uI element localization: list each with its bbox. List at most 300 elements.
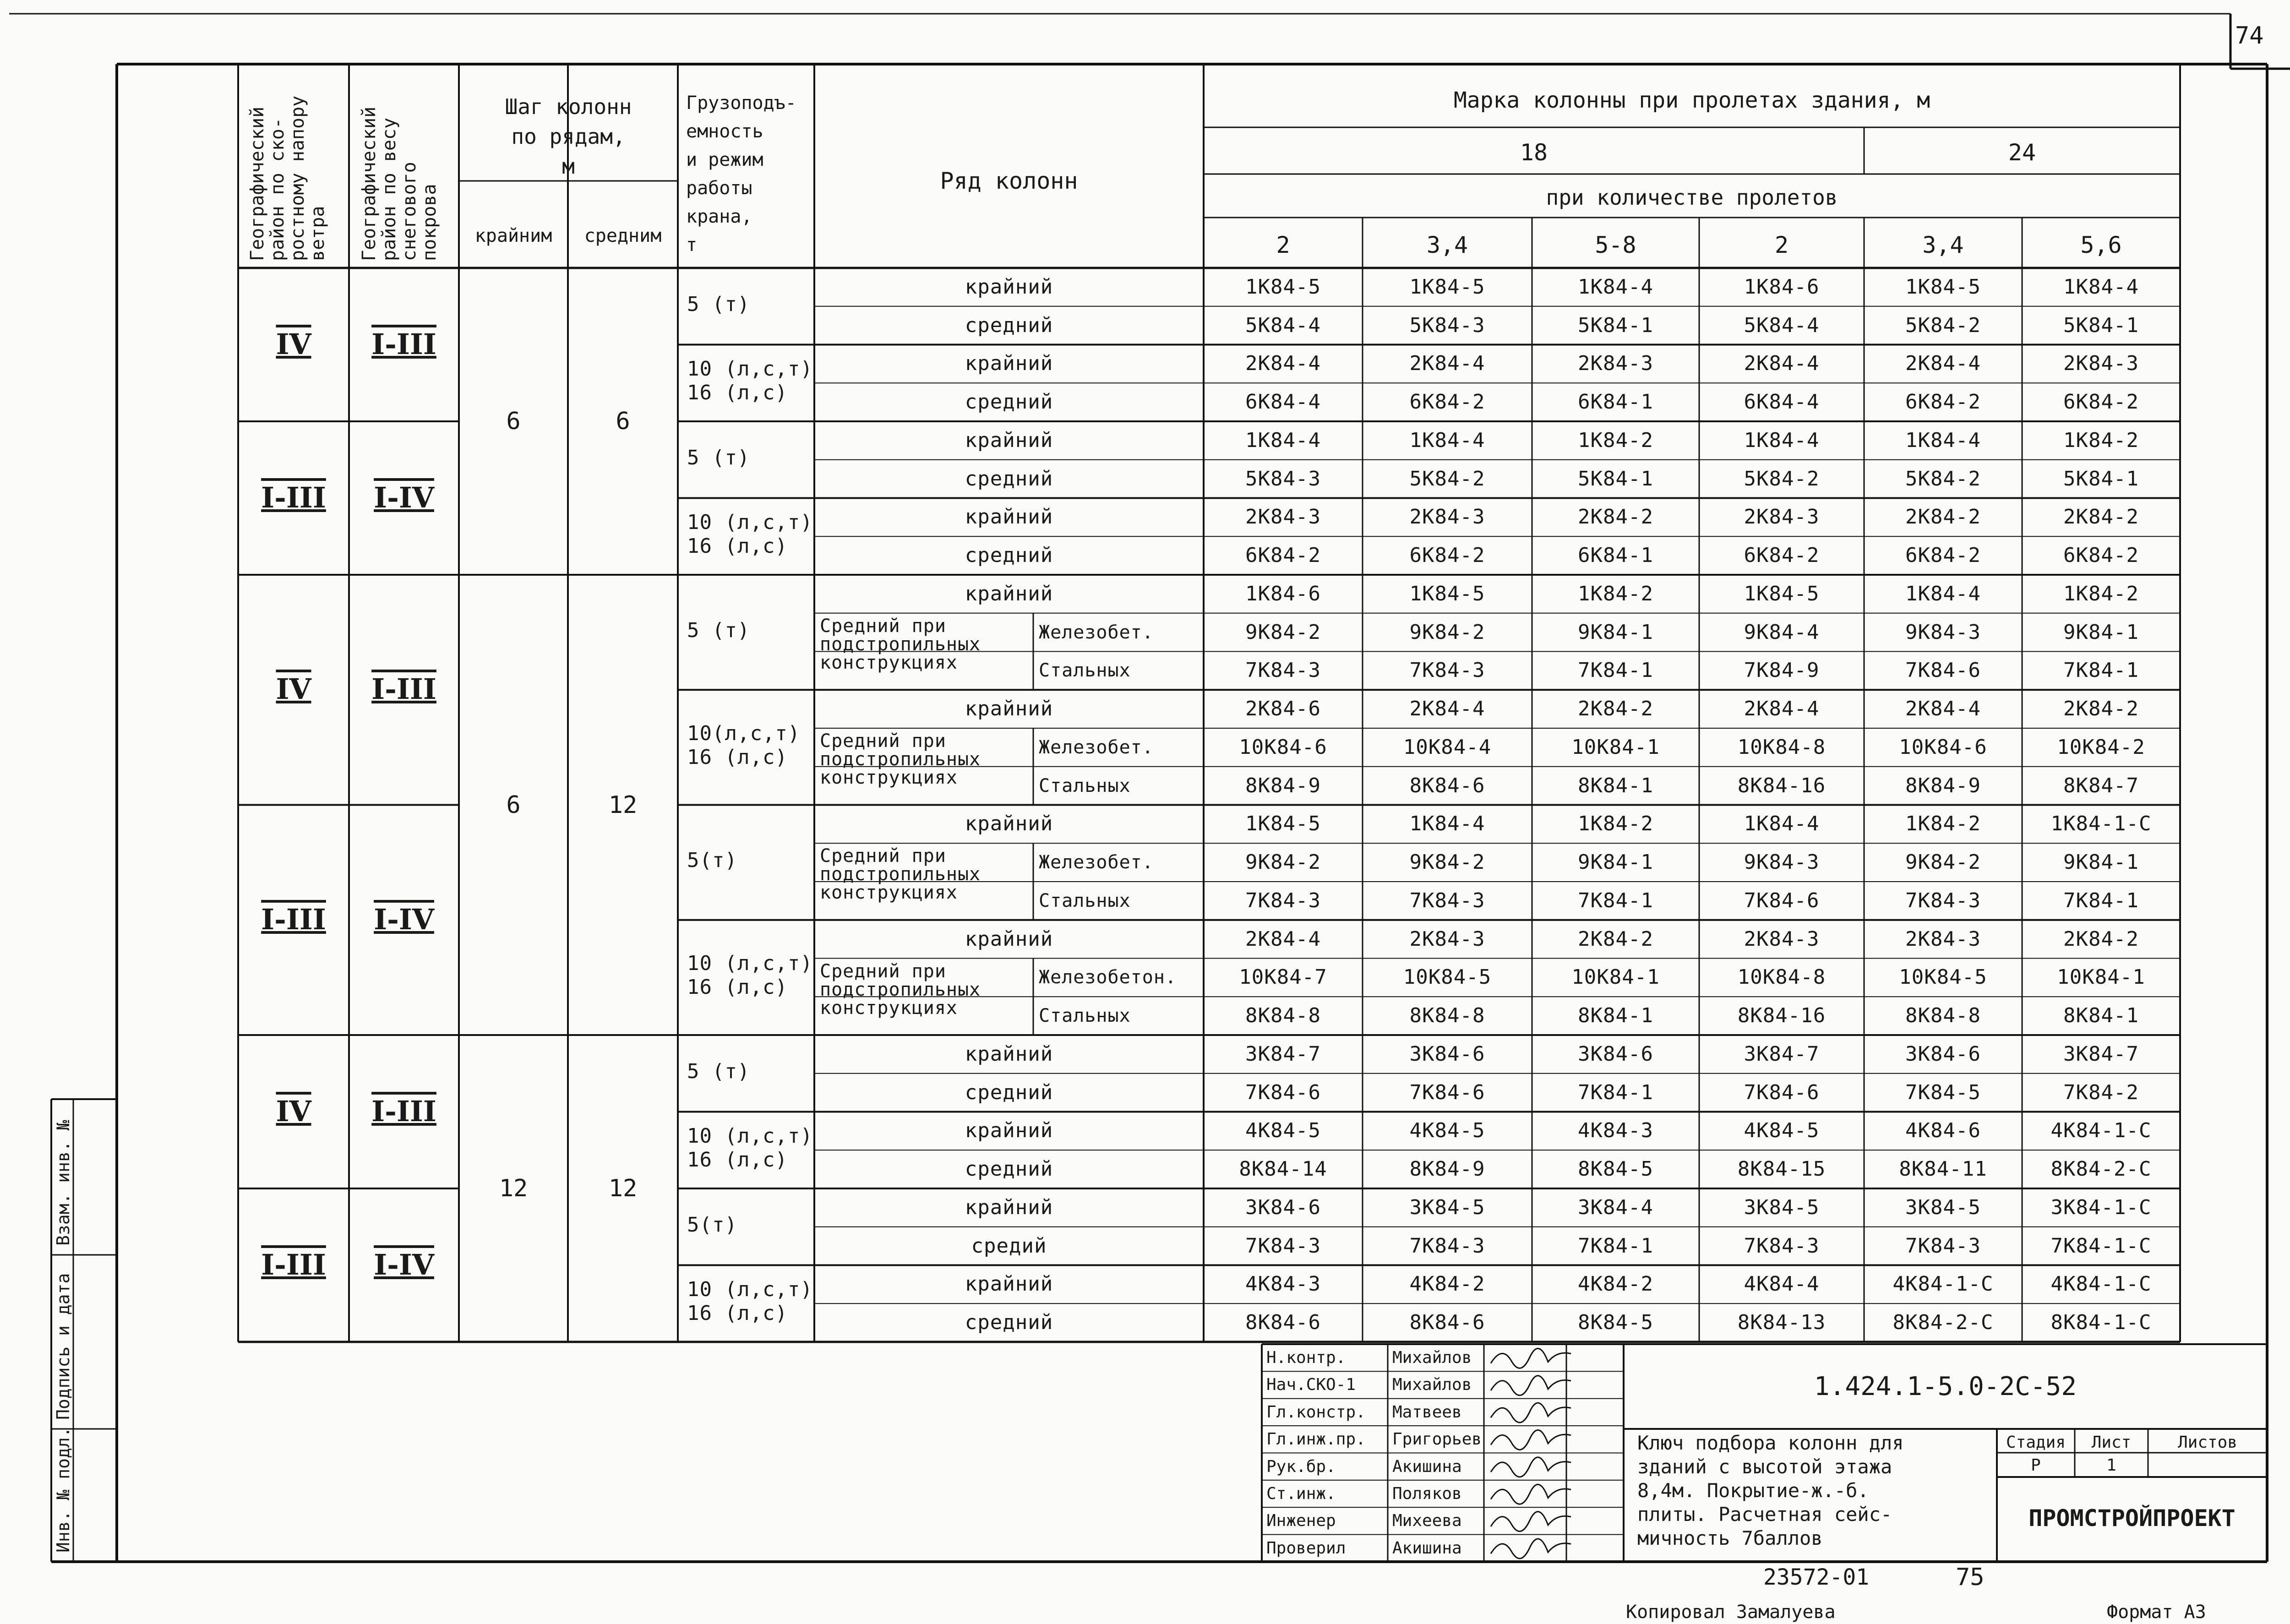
column-mark: 2К84-3 bbox=[1744, 505, 1820, 529]
crane-capacity: 10(л,с,т) bbox=[687, 721, 801, 745]
column-mark: 4К84-3 bbox=[1245, 1272, 1321, 1296]
column-mark: 3К84-5 bbox=[1905, 1195, 1981, 1219]
column-mark: 8К84-6 bbox=[1409, 1311, 1485, 1335]
column-mark: 6К84-4 bbox=[1245, 390, 1321, 414]
column-mark: 3К84-6 bbox=[1905, 1042, 1981, 1066]
column-mark: 6К84-2 bbox=[1245, 544, 1321, 567]
crane-capacity: 5 (т) bbox=[687, 618, 750, 642]
column-mark: 10К84-5 bbox=[1403, 965, 1492, 989]
column-mark: 8К84-1 bbox=[1578, 1004, 1653, 1028]
side-stamp-inv-repl: Взам. инв. № bbox=[53, 1120, 73, 1246]
column-mark: 2К84-3 bbox=[1578, 352, 1653, 376]
column-mark: 1К84-4 bbox=[2063, 275, 2139, 299]
column-mark: 7К84-1 bbox=[1578, 888, 1653, 912]
column-mark: 1К84-1-С bbox=[2050, 812, 2152, 836]
crane-capacity: 10 (л,с,т) bbox=[687, 357, 813, 381]
stamp-name: Михайлов bbox=[1392, 1348, 1472, 1367]
signature bbox=[1491, 1403, 1571, 1422]
column-mark: 2К84-4 bbox=[1744, 352, 1820, 376]
column-mark: 1К84-4 bbox=[1409, 812, 1485, 836]
header-step-line: по рядам, bbox=[511, 124, 626, 149]
row-label: средний bbox=[965, 1311, 1053, 1335]
snow-region: I-IV bbox=[374, 902, 434, 936]
document-title: мичность 7баллов bbox=[1637, 1527, 1823, 1549]
column-mark: 7К84-6 bbox=[1744, 1080, 1820, 1104]
column-mark: 7К84-3 bbox=[1409, 1234, 1485, 1258]
stamp-name: Матвеев bbox=[1392, 1402, 1462, 1422]
document-code: 1.424.1-5.0-2С-52 bbox=[1814, 1372, 2077, 1401]
stamp-role: Ст.инж. bbox=[1266, 1484, 1336, 1503]
row-label: крайний bbox=[965, 505, 1053, 529]
column-mark: 7К84-6 bbox=[1744, 888, 1820, 912]
column-mark: 3К84-4 bbox=[1578, 1195, 1653, 1219]
column-mark: 9К84-1 bbox=[2063, 850, 2139, 874]
row-label: средний bbox=[965, 544, 1053, 567]
stamp-name: Акишина bbox=[1392, 1538, 1462, 1558]
column-mark: 7К84-3 bbox=[1245, 888, 1321, 912]
column-mark: 3К84-7 bbox=[2063, 1042, 2139, 1066]
step-edge-value: 12 bbox=[499, 1175, 528, 1202]
row-sub-label: Стальных bbox=[1039, 1005, 1131, 1027]
stamp-role: Проверил bbox=[1266, 1538, 1346, 1558]
step-mid-value: 6 bbox=[616, 408, 630, 435]
column-mark: 6К84-1 bbox=[1578, 544, 1653, 567]
crane-capacity: 5 (т) bbox=[687, 1059, 750, 1083]
column-mark: 6К84-2 bbox=[1409, 544, 1485, 567]
stamp-name: Поляков bbox=[1392, 1484, 1462, 1503]
signature bbox=[1491, 1484, 1571, 1504]
column-mark: 3К84-6 bbox=[1245, 1195, 1321, 1219]
step-edge-value: 6 bbox=[506, 408, 521, 435]
column-mark: 7К84-1 bbox=[1578, 659, 1653, 682]
row-label: средний bbox=[965, 1080, 1053, 1104]
header-span-24: 24 bbox=[2008, 139, 2036, 166]
column-mark: 3К84-6 bbox=[1409, 1042, 1485, 1066]
header-col-count: 2 bbox=[1774, 232, 1789, 258]
header-col-count: 3,4 bbox=[1426, 232, 1468, 258]
column-mark: 7К84-6 bbox=[1245, 1080, 1321, 1104]
row-sub-label: Стальных bbox=[1039, 775, 1131, 796]
column-mark: 5К84-1 bbox=[2063, 467, 2139, 490]
column-mark: 4К84-3 bbox=[1578, 1119, 1653, 1143]
crane-capacity: 10 (л,с,т) bbox=[687, 511, 813, 534]
signature bbox=[1491, 1376, 1571, 1395]
snow-region: I-III bbox=[371, 327, 436, 361]
column-mark: 2К84-4 bbox=[1905, 352, 1981, 376]
column-mark: 6К84-2 bbox=[1409, 390, 1485, 414]
stamp-name: Михайлов bbox=[1392, 1375, 1472, 1395]
side-stamp-inv-orig: Инв. № подл. bbox=[53, 1427, 73, 1553]
column-mark: 5К84-1 bbox=[1578, 467, 1653, 490]
column-mark: 8К84-8 bbox=[1245, 1004, 1321, 1028]
column-mark: 5К84-2 bbox=[1409, 467, 1485, 490]
column-mark: 1К84-2 bbox=[1578, 428, 1653, 452]
row-label-mid-under: подстропильных bbox=[820, 864, 981, 885]
row-label-mid-under: Средний при bbox=[820, 730, 946, 752]
column-mark: 8К84-16 bbox=[1737, 1004, 1826, 1028]
row-label: крайний bbox=[965, 1119, 1053, 1143]
header-step-edge: крайним bbox=[474, 225, 552, 246]
paper-format: Формат А3 bbox=[2107, 1602, 2206, 1623]
column-mark: 1К84-4 bbox=[1578, 275, 1653, 299]
sheets-label: Листов bbox=[2177, 1433, 2238, 1452]
column-mark: 4К84-1-С bbox=[2050, 1272, 2152, 1296]
stamp-name: Акишина bbox=[1392, 1457, 1462, 1476]
column-mark: 5К84-4 bbox=[1744, 313, 1820, 337]
signature bbox=[1491, 1512, 1571, 1531]
column-mark: 8К84-2-С bbox=[1892, 1311, 1994, 1335]
row-label-mid-under: Средний при bbox=[820, 845, 946, 867]
column-mark: 9К84-2 bbox=[1245, 620, 1321, 644]
organization: ПРОМСТРОЙПРОЕКТ bbox=[2028, 1505, 2235, 1531]
crane-capacity: 16 (л,с) bbox=[687, 534, 788, 558]
document-title: зданий с высотой этажа bbox=[1637, 1455, 1892, 1478]
stage-value: Р bbox=[2031, 1456, 2041, 1475]
column-mark: 10К84-8 bbox=[1737, 735, 1826, 759]
crane-capacity: 5(т) bbox=[687, 1213, 737, 1237]
column-mark: 8К84-2-С bbox=[2050, 1157, 2152, 1181]
stamp-role: Рук.бр. bbox=[1266, 1457, 1336, 1476]
column-mark: 1К84-6 bbox=[1744, 275, 1820, 299]
column-mark: 8К84-13 bbox=[1737, 1311, 1826, 1335]
column-mark: 2К84-2 bbox=[1578, 927, 1653, 951]
crane-capacity: 16 (л,с) bbox=[687, 975, 788, 999]
stamp-role: Инженер bbox=[1266, 1511, 1336, 1531]
column-mark: 8К84-6 bbox=[1245, 1311, 1321, 1335]
row-sub-label: Стальных bbox=[1039, 890, 1131, 911]
row-label-mid-under: конструкциях bbox=[820, 767, 958, 788]
row-sub-label: Железобет. bbox=[1039, 736, 1154, 758]
column-mark: 10К84-7 bbox=[1239, 965, 1327, 989]
document-title: Ключ подбора колонн для bbox=[1637, 1432, 1904, 1454]
column-mark: 7К84-6 bbox=[1905, 659, 1981, 682]
header-row: Ряд колонн bbox=[940, 168, 1078, 194]
column-mark: 1К84-2 bbox=[2063, 428, 2139, 452]
crane-capacity: 5 (т) bbox=[687, 292, 750, 316]
column-mark: 2К84-4 bbox=[1905, 697, 1981, 721]
column-mark: 8К84-9 bbox=[1409, 1157, 1485, 1181]
header-mark: Марка колонны при пролетах здания, м bbox=[1453, 87, 1930, 113]
column-mark: 7К84-3 bbox=[1409, 888, 1485, 912]
column-mark: 2К84-2 bbox=[1578, 505, 1653, 529]
step-mid-value: 12 bbox=[608, 791, 638, 819]
snow-region: I-IV bbox=[374, 480, 434, 514]
signature bbox=[1491, 1348, 1571, 1368]
header-col-count: 3,4 bbox=[1922, 232, 1964, 258]
header-crane-line: т bbox=[686, 234, 698, 256]
column-mark: 1К84-2 bbox=[1905, 812, 1981, 836]
crane-capacity: 10 (л,с,т) bbox=[687, 1278, 813, 1302]
header-crane-line: крана, bbox=[686, 206, 752, 227]
row-label: крайний bbox=[965, 927, 1053, 951]
column-mark: 2К84-4 bbox=[1245, 352, 1321, 376]
column-mark: 2К84-4 bbox=[1409, 697, 1485, 721]
header-geo-snow: Географический район по весу снегового покрова bbox=[359, 106, 440, 261]
row-sub-label: Железобет. bbox=[1039, 621, 1154, 643]
column-mark: 8К84-9 bbox=[1245, 774, 1321, 797]
column-mark: 10К84-1 bbox=[1571, 965, 1660, 989]
row-label: средний bbox=[965, 467, 1053, 490]
stamp-name: Григорьев bbox=[1392, 1430, 1482, 1449]
column-mark: 1К84-4 bbox=[1744, 428, 1820, 452]
stamp-role: Нач.СКО-1 bbox=[1266, 1375, 1356, 1395]
snow-region: I-III bbox=[371, 672, 436, 706]
column-mark: 2К84-4 bbox=[1409, 352, 1485, 376]
column-mark: 9К84-2 bbox=[1245, 850, 1321, 874]
column-mark: 1К84-5 bbox=[1409, 275, 1485, 299]
stage-label: Стадия bbox=[2006, 1433, 2066, 1452]
stamp-role: Гл.инж.пр. bbox=[1266, 1430, 1366, 1449]
column-mark: 1К84-5 bbox=[1905, 275, 1981, 299]
column-mark: 1К84-5 bbox=[1245, 812, 1321, 836]
column-mark: 7К84-9 bbox=[1744, 659, 1820, 682]
column-mark: 9К84-1 bbox=[2063, 620, 2139, 644]
column-mark: 4К84-6 bbox=[1905, 1119, 1981, 1143]
row-label: средний bbox=[965, 313, 1053, 337]
copied-by: Копировал Замалуева bbox=[1626, 1602, 1836, 1623]
column-mark: 2К84-2 bbox=[2063, 505, 2139, 529]
column-mark: 8К84-15 bbox=[1737, 1157, 1826, 1181]
header-step-line: Шаг колонн bbox=[505, 94, 632, 119]
row-label: средний bbox=[965, 390, 1053, 414]
column-mark: 7К84-1 bbox=[1578, 1080, 1653, 1104]
column-mark: 10К84-5 bbox=[1899, 965, 1987, 989]
crane-capacity: 10 (л,с,т) bbox=[687, 1124, 813, 1148]
column-mark: 2К84-6 bbox=[1245, 697, 1321, 721]
wind-region: IV bbox=[276, 327, 311, 361]
column-mark: 7К84-5 bbox=[1905, 1080, 1981, 1104]
sheet-value: 1 bbox=[2106, 1456, 2116, 1475]
column-mark: 8К84-5 bbox=[1578, 1311, 1653, 1335]
signature bbox=[1491, 1430, 1571, 1450]
column-mark: 5К84-1 bbox=[1578, 313, 1653, 337]
column-mark: 1К84-4 bbox=[1245, 428, 1321, 452]
column-mark: 4К84-1-С bbox=[2050, 1119, 2152, 1143]
column-mark: 7К84-3 bbox=[1245, 659, 1321, 682]
column-mark: 8К84-9 bbox=[1905, 774, 1981, 797]
row-label: крайний bbox=[965, 275, 1053, 299]
signature bbox=[1491, 1457, 1571, 1477]
column-mark: 1К84-5 bbox=[1409, 582, 1485, 605]
row-label-mid-under: конструкциях bbox=[820, 652, 958, 673]
column-mark: 1К84-4 bbox=[1744, 812, 1820, 836]
column-mark: 10К84-8 bbox=[1737, 965, 1826, 989]
header-col-count: 2 bbox=[1276, 232, 1290, 258]
stamp-role: Гл.констр. bbox=[1266, 1402, 1366, 1422]
wind-region: I-III bbox=[261, 902, 326, 936]
column-mark: 1К84-5 bbox=[1744, 582, 1820, 605]
column-mark: 3К84-5 bbox=[1744, 1195, 1820, 1219]
column-mark: 3К84-6 bbox=[1578, 1042, 1653, 1066]
column-mark: 7К84-3 bbox=[1409, 659, 1485, 682]
column-mark: 8К84-1 bbox=[2063, 1004, 2139, 1028]
row-label-mid-under: подстропильных bbox=[820, 749, 981, 770]
crane-capacity: 16 (л,с) bbox=[687, 1302, 788, 1325]
column-mark: 1К84-2 bbox=[2063, 582, 2139, 605]
column-mark: 8К84-8 bbox=[1409, 1004, 1485, 1028]
column-mark: 2К84-4 bbox=[1744, 697, 1820, 721]
wind-region: I-III bbox=[261, 1248, 326, 1281]
column-mark: 7К84-1 bbox=[2063, 659, 2139, 682]
column-mark: 8К84-16 bbox=[1737, 774, 1826, 797]
column-mark: 6К84-2 bbox=[1905, 544, 1981, 567]
column-mark: 2К84-3 bbox=[1245, 505, 1321, 529]
header-col-count: 5-8 bbox=[1595, 232, 1636, 258]
row-label: крайний bbox=[965, 1195, 1053, 1219]
column-mark: 5К84-3 bbox=[1245, 467, 1321, 490]
column-mark: 2К84-2 bbox=[2063, 697, 2139, 721]
column-mark: 10К84-2 bbox=[2057, 735, 2145, 759]
column-mark: 8К84-8 bbox=[1905, 1004, 1981, 1028]
column-mark: 3К84-5 bbox=[1409, 1195, 1485, 1219]
column-mark: 2К84-3 bbox=[1409, 927, 1485, 951]
column-mark: 6К84-1 bbox=[1578, 390, 1653, 414]
column-mark: 1К84-2 bbox=[1578, 582, 1653, 605]
column-mark: 7К84-3 bbox=[1245, 1234, 1321, 1258]
header-crane-line: и режим bbox=[686, 149, 763, 170]
column-mark: 6К84-2 bbox=[2063, 390, 2139, 414]
column-mark: 7К84-6 bbox=[1409, 1080, 1485, 1104]
header-crane-line: Грузоподъ- bbox=[686, 93, 796, 114]
row-label: крайний bbox=[965, 1272, 1053, 1296]
column-mark: 6К84-2 bbox=[2063, 544, 2139, 567]
row-label: крайний bbox=[965, 428, 1053, 452]
column-mark: 3К84-7 bbox=[1245, 1042, 1321, 1066]
column-mark: 8К84-6 bbox=[1409, 774, 1485, 797]
row-label: крайний bbox=[965, 582, 1053, 605]
column-mark: 2К84-4 bbox=[1245, 927, 1321, 951]
header-span-18: 18 bbox=[1520, 139, 1548, 166]
wind-region: IV bbox=[276, 672, 311, 706]
column-mark: 1К84-4 bbox=[1905, 582, 1981, 605]
column-mark: 4К84-5 bbox=[1744, 1119, 1820, 1143]
crane-capacity: 5 (т) bbox=[687, 446, 750, 469]
column-mark: 8К84-7 bbox=[2063, 774, 2139, 797]
header-step-line: м bbox=[562, 154, 575, 179]
header-geo-wind: Географический район по ско- ростному напору ветра bbox=[247, 95, 328, 261]
column-mark: 10К84-6 bbox=[1239, 735, 1327, 759]
header-step-mid: средним bbox=[584, 225, 662, 246]
column-mark: 1К84-2 bbox=[1578, 812, 1653, 836]
row-sub-label: Железобет. bbox=[1039, 852, 1154, 873]
page-number: 74 bbox=[2235, 22, 2264, 49]
column-mark: 9К84-1 bbox=[1578, 620, 1653, 644]
column-mark: 4К84-5 bbox=[1409, 1119, 1485, 1143]
header-col-count: 5,6 bbox=[2080, 232, 2122, 258]
crane-capacity: 16 (л,с) bbox=[687, 1148, 788, 1172]
column-mark: 9К84-3 bbox=[1744, 850, 1820, 874]
column-mark: 9К84-1 bbox=[1578, 850, 1653, 874]
wind-region: I-III bbox=[261, 480, 326, 514]
column-mark: 5К84-3 bbox=[1409, 313, 1485, 337]
column-mark: 10К84-1 bbox=[2057, 965, 2145, 989]
column-mark: 6К84-2 bbox=[1744, 544, 1820, 567]
row-label: крайний bbox=[965, 697, 1053, 721]
document-title: плиты. Расчетная сейс- bbox=[1637, 1503, 1892, 1526]
column-mark: 3К84-7 bbox=[1744, 1042, 1820, 1066]
column-mark: 9К84-2 bbox=[1409, 850, 1485, 874]
column-mark: 5К84-1 bbox=[2063, 313, 2139, 337]
crane-capacity: 16 (л,с) bbox=[687, 381, 788, 405]
column-mark: 9К84-3 bbox=[1905, 620, 1981, 644]
column-mark: 4К84-5 bbox=[1245, 1119, 1321, 1143]
column-mark: 2К84-2 bbox=[2063, 927, 2139, 951]
row-label: средний bbox=[965, 1157, 1053, 1181]
column-mark: 2К84-3 bbox=[1409, 505, 1485, 529]
column-mark: 5К84-4 bbox=[1245, 313, 1321, 337]
column-mark: 7К84-3 bbox=[1744, 1234, 1820, 1258]
column-mark: 6К84-2 bbox=[1905, 390, 1981, 414]
column-mark: 1К84-4 bbox=[1905, 428, 1981, 452]
column-mark: 4К84-1-С bbox=[1892, 1272, 1994, 1296]
column-mark: 9К84-4 bbox=[1744, 620, 1820, 644]
column-mark: 4К84-2 bbox=[1409, 1272, 1485, 1296]
column-mark: 8К84-14 bbox=[1239, 1157, 1327, 1181]
wind-region: IV bbox=[276, 1094, 311, 1128]
column-mark: 10К84-4 bbox=[1403, 735, 1492, 759]
column-mark: 7К84-3 bbox=[1905, 1234, 1981, 1258]
stamp-name: Михеева bbox=[1392, 1511, 1462, 1531]
row-label-mid-under: Средний при bbox=[820, 615, 946, 637]
row-label: крайний bbox=[965, 812, 1053, 836]
header-crane-line: работы bbox=[686, 178, 752, 199]
column-mark: 8К84-1-С bbox=[2050, 1311, 2152, 1335]
side-stamp-sign-date: Подпись и дата bbox=[53, 1273, 73, 1420]
column-mark: 4К84-4 bbox=[1744, 1272, 1820, 1296]
sheet-page: 75 bbox=[1956, 1564, 1985, 1591]
column-mark: 2К84-3 bbox=[2063, 352, 2139, 376]
snow-region: I-IV bbox=[374, 1248, 434, 1281]
column-mark: 2К84-3 bbox=[1744, 927, 1820, 951]
column-mark: 8К84-11 bbox=[1899, 1157, 1987, 1181]
column-mark: 7К84-1 bbox=[1578, 1234, 1653, 1258]
row-label-mid-under: подстропильных bbox=[820, 979, 981, 1000]
column-mark: 2К84-2 bbox=[1905, 505, 1981, 529]
column-mark: 7К84-1 bbox=[2063, 888, 2139, 912]
crane-capacity: 16 (л,с) bbox=[687, 745, 788, 769]
signature bbox=[1491, 1539, 1571, 1559]
column-mark: 1К84-5 bbox=[1245, 275, 1321, 299]
column-mark: 6К84-4 bbox=[1744, 390, 1820, 414]
row-label: крайний bbox=[965, 352, 1053, 376]
document-title: 8,4м. Покрытие-ж.-б. bbox=[1637, 1479, 1869, 1502]
column-mark: 5К84-2 bbox=[1744, 467, 1820, 490]
column-mark: 2К84-2 bbox=[1578, 697, 1653, 721]
row-label: средий bbox=[971, 1234, 1047, 1258]
column-mark: 4К84-2 bbox=[1578, 1272, 1653, 1296]
row-sub-label: Стальных bbox=[1039, 660, 1131, 681]
row-label-mid-under: подстропильных bbox=[820, 633, 981, 655]
row-sub-label: Железобетон. bbox=[1039, 967, 1177, 988]
column-mark: 7К84-2 bbox=[2063, 1080, 2139, 1104]
row-label: крайний bbox=[965, 1042, 1053, 1066]
row-label-mid-under: Средний при bbox=[820, 960, 946, 982]
step-mid-value: 12 bbox=[608, 1175, 638, 1202]
stamp-role: Н.контр. bbox=[1266, 1348, 1346, 1367]
column-mark: 5К84-2 bbox=[1905, 467, 1981, 490]
column-mark: 2К84-3 bbox=[1905, 927, 1981, 951]
column-mark: 7К84-1-С bbox=[2050, 1234, 2152, 1258]
column-mark: 7К84-3 bbox=[1905, 888, 1981, 912]
crane-capacity: 5(т) bbox=[687, 849, 737, 872]
sheet-label: Лист bbox=[2091, 1433, 2132, 1452]
column-mark: 9К84-2 bbox=[1409, 620, 1485, 644]
row-label-mid-under: конструкциях bbox=[820, 882, 958, 904]
column-mark: 8К84-5 bbox=[1578, 1157, 1653, 1181]
archive-number: 23572-01 bbox=[1763, 1564, 1870, 1590]
column-mark: 5К84-2 bbox=[1905, 313, 1981, 337]
column-mark: 8К84-1 bbox=[1578, 774, 1653, 797]
